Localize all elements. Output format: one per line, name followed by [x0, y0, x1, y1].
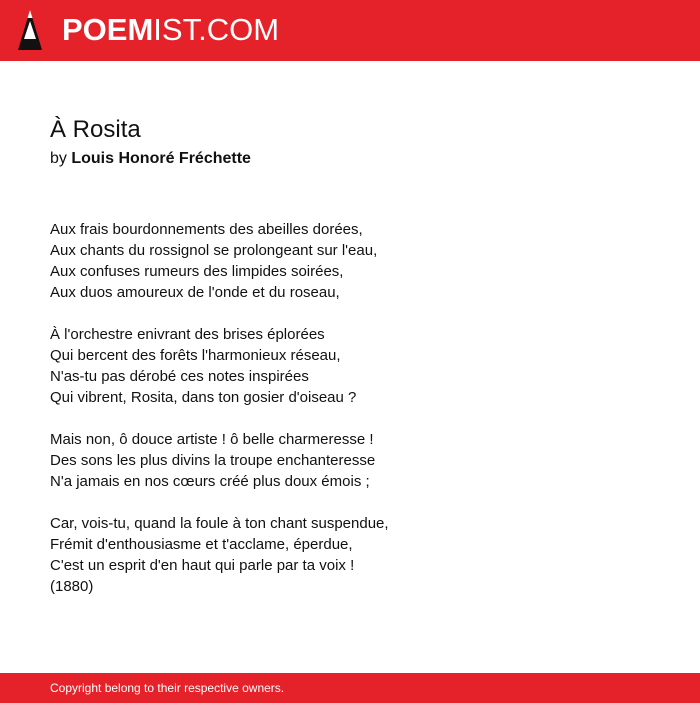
- poem-line: Frémit d'enthousiasme et t'acclame, éperdue,: [50, 536, 353, 553]
- poem-line: Mais non, ô douce artiste ! ô belle charmeresse !: [50, 431, 374, 448]
- byline: [50, 149, 251, 169]
- stanza-3: [50, 429, 650, 492]
- poem-line: Qui bercent des forêts l'harmonieux réseau,: [50, 347, 341, 364]
- pencil-tip-icon[interactable]: [17, 9, 43, 51]
- poem-body: [50, 219, 650, 618]
- by-label: by: [50, 150, 67, 167]
- poem-line: Aux duos amoureux de l'onde et du roseau,: [50, 284, 340, 301]
- stanza-2: [50, 324, 650, 408]
- poem-line: C'est un esprit d'en haut qui parle par ta voix !: [50, 557, 355, 574]
- stanza-1: [50, 219, 650, 303]
- stanza-4: [50, 513, 650, 597]
- poem-line: À l'orchestre enivrant des brises éplorées: [50, 326, 325, 343]
- poem-line: Aux frais bourdonnements des abeilles dorées,: [50, 221, 363, 238]
- poem-line: Aux confuses rumeurs des limpides soirées,: [50, 263, 344, 280]
- poem-line: N'a jamais en nos cœurs créé plus doux émois ;: [50, 473, 370, 490]
- poem-line: Des sons les plus divins la troupe enchanteresse: [50, 452, 376, 469]
- poem-line: Qui vibrent, Rosita, dans ton gosier d'oiseau ?: [50, 389, 357, 406]
- poem-year: (1880): [50, 578, 94, 595]
- brand-bold: POEM: [62, 12, 154, 47]
- brand-light: IST.COM: [153, 12, 280, 47]
- author-name[interactable]: Louis Honoré Fréchette: [71, 150, 251, 167]
- site-logo-text[interactable]: [62, 12, 279, 48]
- poem-title: À Rosita: [50, 116, 141, 143]
- poem-line: Aux chants du rossignol se prolongeant sur l'eau,: [50, 242, 378, 259]
- site-footer: [0, 673, 700, 703]
- copyright-notice: Copyright belong to their respective owners.: [50, 681, 285, 695]
- poem-line: Car, vois-tu, quand la foule à ton chant suspendue,: [50, 515, 389, 532]
- poem-line: N'as-tu pas dérobé ces notes inspirées: [50, 368, 309, 385]
- site-header: [0, 0, 700, 61]
